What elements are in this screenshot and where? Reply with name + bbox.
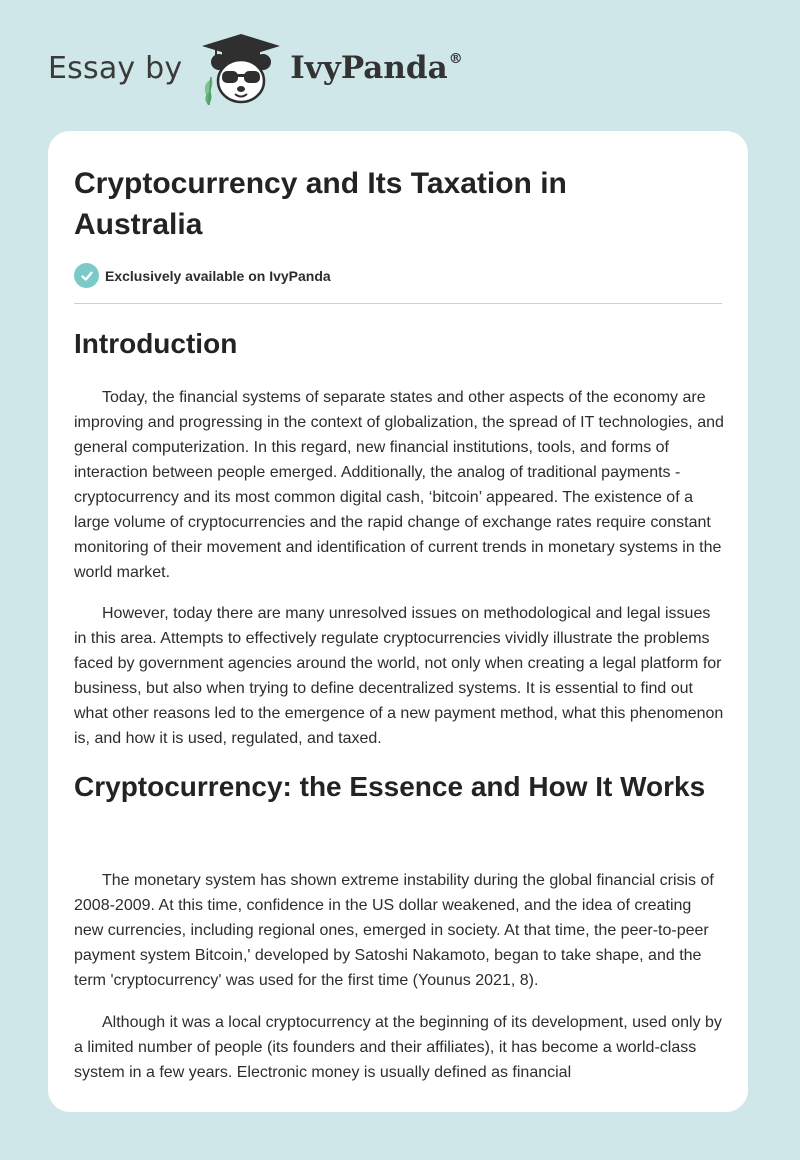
paragraph: However, today there are many unresolved issues on methodological and legal issues in this area. Attempts to effectively regulate cryptocurrencies vividly illustrate the problems faced by government agencies around the world, not only when creating a legal platform for business, but also when trying to define decentralized systems. It is essential to find out what other reasons led to the emergence of a new payment method, what this phenomenon is, and how it is used, regulated, and taxed. bbox=[74, 605, 724, 747]
exclusive-badge bbox=[74, 263, 331, 288]
paragraph: Today, the financial systems of separate states and other aspects of the economy are improving and progressing in the context of globalization, the spread of IT technologies, and general computerization. In this regard, new financial institutions, tools, and forms of interaction between people emerged. Additionally, the analog of traditional payments - cryptocurrency and its most common digital cash, ‘bitcoin’ appeared. The existence of a large volume of cryptocurrencies and the rapid change of exchange rates require constant monitoring of their movement and identification of current trends in monetary systems in the world market. bbox=[74, 389, 724, 581]
site-header bbox=[48, 28, 463, 108]
paragraph: The monetary system has shown extreme instability during the global financial crisis of 2008-2009. At this time, confidence in the US dollar weakened, and the idea of creating new currencies, including regional ones, emerged in society. At that time, the peer-to-peer payment system Bitcoin,' developed by Satoshi Nakamoto, began to take shape, and the term 'cryptocurrency' was used for the first time (Younus 2021, 8). bbox=[74, 872, 714, 989]
check-circle-icon bbox=[74, 263, 99, 288]
essay-by-label: Essay by bbox=[48, 50, 183, 86]
divider bbox=[74, 303, 722, 304]
paragraph: Although it was a local cryptocurrency at the beginning of its development, used only by a limited number of people (its founders and their affiliates), it has become a world-class system in a few years. Electronic money is usually defined as financial bbox=[74, 1014, 722, 1081]
panda-logo-icon[interactable] bbox=[200, 31, 282, 105]
brand-name[interactable]: IvyPanda® bbox=[290, 50, 463, 86]
essay-title: Cryptocurrency and Its Taxation in Australia bbox=[74, 167, 567, 241]
essay-card bbox=[48, 131, 748, 1112]
section-heading-introduction: Introduction bbox=[74, 328, 238, 359]
exclusive-label: Exclusively available on IvyPanda bbox=[105, 267, 331, 284]
section-heading-cryptocurrency: Cryptocurrency: the Essence and How It Works bbox=[74, 771, 706, 802]
registered-mark: ® bbox=[448, 51, 463, 67]
